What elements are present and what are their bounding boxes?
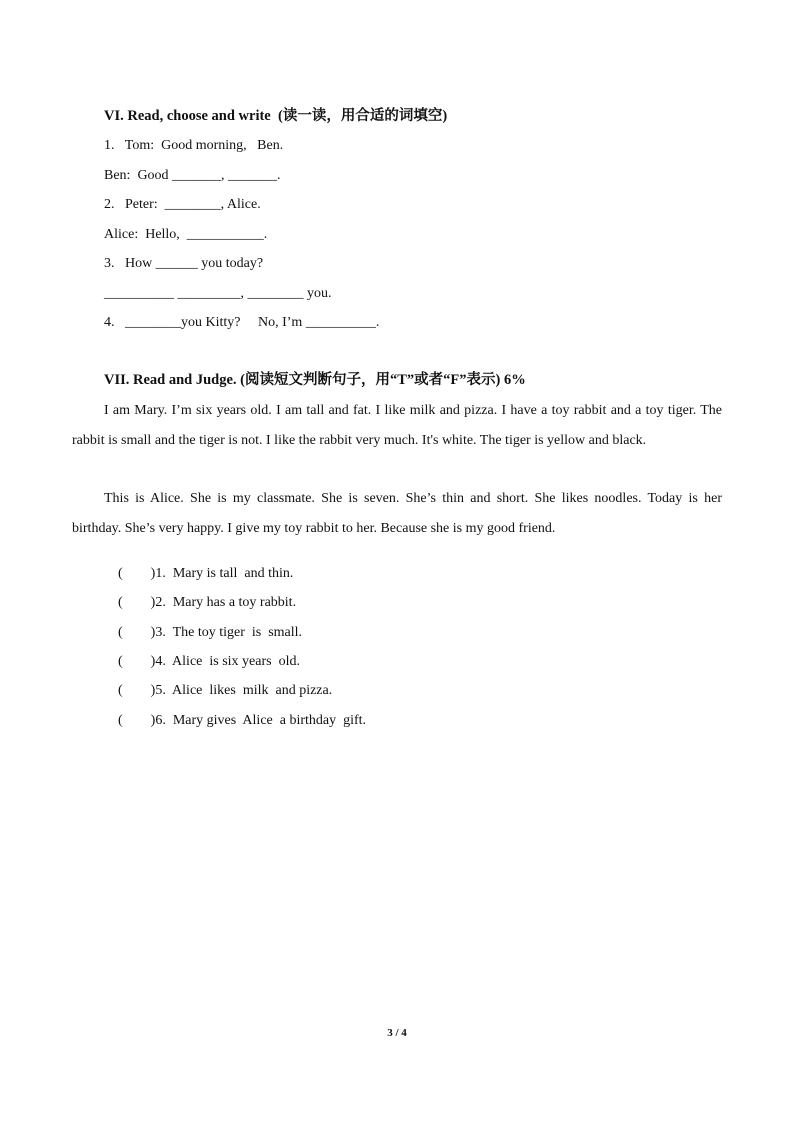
- page-number: 3 / 4: [387, 1027, 407, 1039]
- answer-blank[interactable]: ( ): [118, 625, 156, 640]
- section-7-heading: VII. Read and Judge. (阅读短文判断句子，用“T”或者“F”表示) 6%: [104, 372, 526, 388]
- exercise-line: Alice: Hello, ___________.: [104, 227, 268, 242]
- statement-text: 6. Mary gives Alice a birthday gift.: [155, 713, 367, 728]
- exercise-line: 4. ________you Kitty? No, I’m __________.: [104, 315, 380, 330]
- answer-blank[interactable]: ( ): [118, 566, 156, 581]
- answer-blank[interactable]: ( ): [118, 595, 156, 610]
- reading-paragraph-2: This is Alice. She is my classmate. She is seven. She’s thin and short. She likes noodles. Today is her birthday. She’s very happy. I give my toy rabbit to her. Because she is my good friend.: [72, 491, 722, 536]
- exercise-line: 1. Tom: Good morning, Ben.: [104, 138, 284, 153]
- exercise-line: __________ _________, ________ you.: [104, 286, 332, 301]
- statement-text: 5. Alice likes milk and pizza.: [155, 683, 333, 698]
- statement-text: 1. Mary is tall and thin.: [155, 566, 294, 581]
- answer-blank[interactable]: ( ): [118, 683, 156, 698]
- answer-blank[interactable]: ( ): [118, 654, 156, 669]
- answer-blank[interactable]: ( ): [118, 713, 156, 728]
- exercise-line: 2. Peter: ________, Alice.: [104, 197, 261, 212]
- section-6-heading: VI. Read, choose and write (读一读，用合适的词填空): [104, 108, 448, 124]
- statement-text: 4. Alice is six years old.: [155, 654, 300, 669]
- exercise-line: Ben: Good _______, _______.: [104, 168, 281, 183]
- statement-text: 3. The toy tiger is small.: [155, 625, 303, 640]
- exercise-line: 3. How ______ you today?: [104, 256, 264, 271]
- judge-statement: [104, 694, 366, 748]
- statement-text: 2. Mary has a toy rabbit.: [155, 595, 297, 610]
- reading-paragraph-1: I am Mary. I’m six years old. I am tall and fat. I like milk and pizza. I have a toy rabbit and a toy tiger. The rabbit is small and the tiger is not. I like the rabbit very much. It's white. The tiger is yellow and black.: [72, 403, 722, 448]
